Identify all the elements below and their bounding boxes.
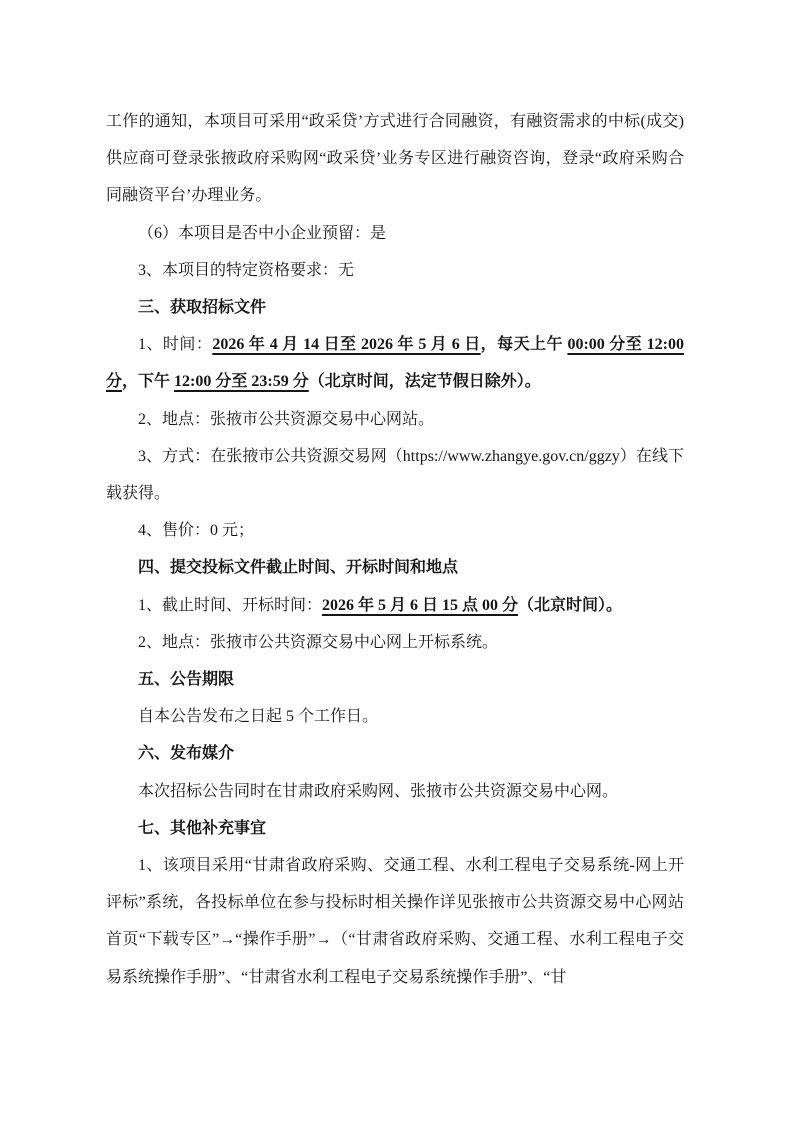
text-run: 三、获取招标文件 (138, 299, 267, 317)
text-run: 工作的通知，本项目可采用“政采贷’方式进行合同融资，有融资需求的中标(成交)供应商可登录张掖政府采购网“政采贷’业务专区进行融资咨询，登录“政府采购合同融资平台’办理业务。 (106, 113, 684, 205)
text-run: 自本公告发布之日起 5 个工作日。 (138, 708, 379, 726)
para-loan-financing (106, 103, 684, 215)
document-content (106, 103, 684, 996)
text-run: （北京时间）。 (518, 596, 623, 614)
para-doc-location (106, 401, 684, 438)
text-run: 4、售价：0 元； (138, 522, 255, 540)
text-run: 1、时间： (138, 336, 213, 354)
text-run: （北京时间，法定节假日除外）。 (308, 373, 541, 391)
text-run: 2026 年 5 月 6 日 15 点 00 分 (322, 596, 519, 614)
text-run: 1、该项目采用“甘肃省政府采购、交通工程、水利工程电子交易系统-网上开评标”系统，各投标单位在参与投标时相关操作详见张掖市公共资源交易中心网站首页“下载专区”→“操作手册”→（“甘肃省政府采购、交通工程、水利工程电子交易系统操作手册”、“甘肃省水利工程电子交易系统操作手册”、“甘 (106, 857, 684, 986)
para-announcement-period (106, 698, 684, 735)
text-run: ，每天上午 (480, 336, 568, 354)
text-run: 00:00 分至 12:00 分 (106, 336, 684, 391)
text-run: （6）本项目是否中小企业预留：是 (138, 224, 387, 242)
heading-section-4 (106, 549, 684, 586)
text-run: 2、地点：张掖市公共资源交易中心网上开标系统。 (138, 633, 499, 651)
text-run: 1、截止时间、开标时间： (138, 596, 323, 614)
heading-section-7 (106, 810, 684, 847)
heading-section-6 (106, 735, 684, 772)
para-doc-price (106, 512, 684, 549)
para-other-supplement (106, 847, 684, 996)
para-doc-method (106, 438, 684, 512)
para-qualification (106, 252, 684, 289)
text-run: 12:00 分至 23:59 分 (174, 373, 309, 391)
text-run: 本次招标公告同时在甘肃政府采购网、张掖市公共资源交易中心网。 (138, 782, 619, 800)
para-sme-reserved (106, 215, 684, 252)
text-run: 六、发布媒介 (138, 745, 235, 763)
para-publish-media (106, 773, 684, 810)
heading-section-3 (106, 289, 684, 326)
text-run: 四、提交投标文件截止时间、开标时间和地点 (138, 559, 459, 577)
heading-section-5 (106, 661, 684, 698)
text-run: 五、公告期限 (138, 671, 235, 689)
text-run: ，下午 (122, 373, 175, 391)
para-doc-time (106, 326, 684, 400)
text-run: 3、本项目的特定资格要求：无 (138, 261, 355, 279)
text-run: 3、方式：在张掖市公共资源交易网（https://www.zhangye.gov.cn/ggzy）在线下载获得。 (106, 447, 684, 503)
para-deadline-time (106, 587, 684, 624)
text-run: 2、地点：张掖市公共资源交易中心网站。 (138, 410, 435, 428)
text-run: 2026 年 4 月 14 日至 2026 年 5 月 6 日 (212, 336, 481, 354)
para-open-location (106, 624, 684, 661)
text-run: 七、其他补充事宜 (138, 819, 267, 837)
